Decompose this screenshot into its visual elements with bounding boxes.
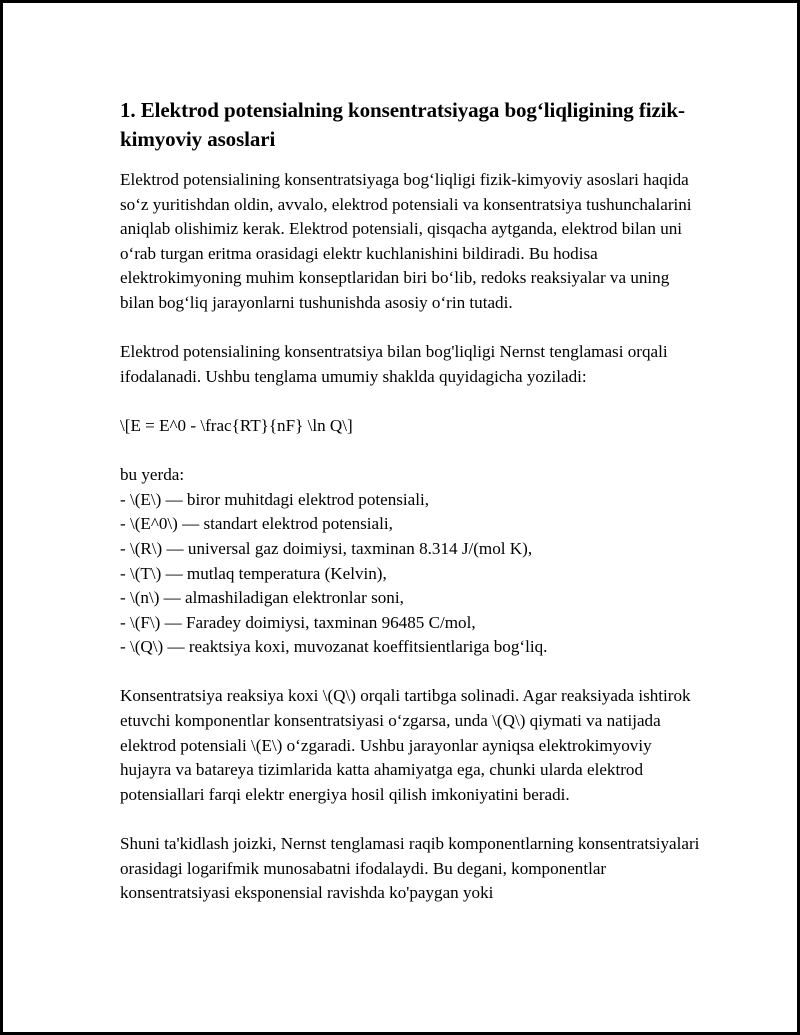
legend-item: - \(R\) — universal gaz doimiysi, taxminan 8.314 J/(mol K),: [120, 538, 533, 558]
variable-legend: [120, 463, 700, 660]
legend-item: - \(n\) — almashiladigan elektronlar soni,: [120, 588, 404, 608]
paragraph-nernst: Elektrod potensialining konsentratsiya bilan bog'liqligi Nernst tenglamasi orqali ifodalanadi. Ushbu tenglama umumiy shaklda quyidagicha yoziladi:: [120, 342, 668, 386]
section-heading: 1. Elektrod potensialning konsentratsiyaga bog‘liqligining fizik-kimyoviy asoslari: [120, 98, 685, 151]
legend-item: - \(F\) — Faradey doimiysi, taxminan 96485 C/mol,: [120, 612, 476, 632]
legend-item: - \(T\) — mutlaq temperatura (Kelvin),: [120, 563, 387, 583]
paragraph-gap: [120, 807, 700, 832]
paragraph-gap: [120, 389, 700, 414]
paragraph-gap: [120, 439, 700, 464]
document-body: [120, 96, 700, 906]
legend-item: - \(Q\) — reaktsiya koxi, muvozanat koeffitsientlariga bog‘liq.: [120, 637, 548, 657]
paragraph-logarithmic: Shuni ta'kidlash joizki, Nernst tenglamasi raqib komponentlarning konsentratsiyalari orasidagi logarifmik munosabatni ifodalaydi. Bu degani, komponentlar konsentratsiyasi eksponensial ravishda ko'paygan yoki: [120, 834, 700, 903]
legend-item: - \(E\) — biror muhitdagi elektrod potensiali,: [120, 489, 430, 509]
paragraph-gap: [120, 316, 700, 341]
paragraph-concentration: Konsentratsiya reaksiya koxi \(Q\) orqali tartibga solinadi. Agar reaksiyada ishtirok etuvchi komponentlar konsentratsiyasi o‘zgarsa, unda \(Q\) qiymati va natijada elektrod potensiali \(E\) o‘zgaradi. Ushbu jarayonlar ayniqsa elektrokimyoviy hujayra va batareya tizimlarida katta ahamiyatga ega, chunki ularda elektrod potensiallari farqi elektr energiya hosil qilish imkoniyatini beradi.: [120, 686, 691, 804]
paragraph-gap: [120, 660, 700, 685]
paragraph-intro: Elektrod potensialining konsentratsiyaga bog‘liqligi fizik-kimyoviy asoslari haqida so‘z yuritishdan oldin, avvalo, elektrod potensiali va konsentratsiya tushunchalarini aniqlab olishimiz kerak. Elektrod potensiali, qisqacha aytganda, elektrod bilan uni o‘rab turgan eritma orasidagi elektr kuchlanishini bildiradi. Bu hodisa elektrokimyoning muhim konseptlaridan biri bo‘lib, redoks reaksiyalar va uning bilan bog‘liq jarayonlarni tushunishda asosiy o‘rin tutadi.: [120, 170, 692, 312]
legend-item: - \(E^0\) — standart elektrod potensiali,: [120, 514, 393, 534]
nernst-formula: \[E = E^0 - \frac{RT}{nF} \ln Q\]: [120, 415, 353, 435]
legend-intro: bu yerda:: [120, 465, 185, 485]
